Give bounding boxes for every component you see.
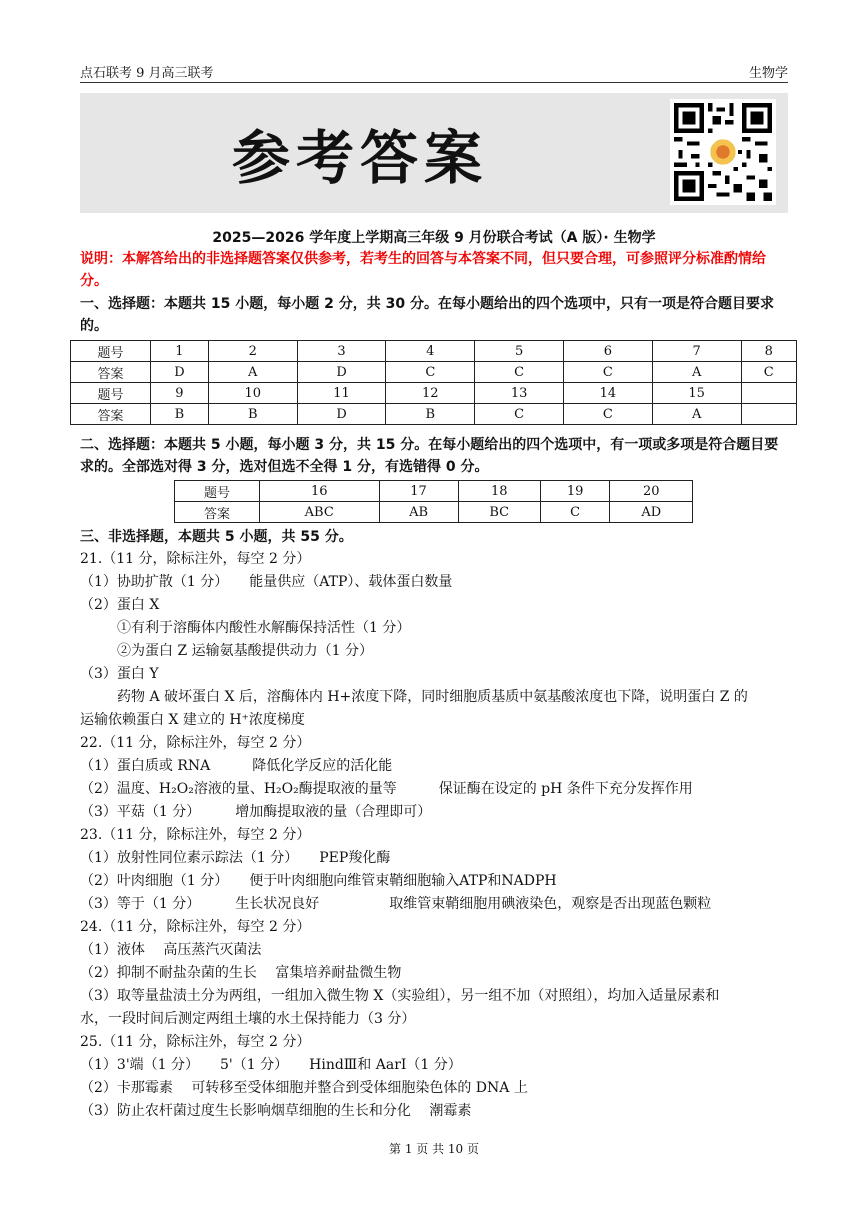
header-divider — [80, 82, 788, 83]
answer-cell: C — [741, 362, 796, 383]
question-number: 7 — [652, 341, 741, 362]
section-1-heading: 一、选择题：本题共 15 小题，每小题 2 分，共 30 分。在每小题给出的四个选项中，只有一项是符合题目要求的。 — [80, 296, 774, 334]
question-number: 18 — [458, 481, 540, 502]
question-number: 4 — [386, 341, 475, 362]
answer-cell: BC — [458, 502, 540, 523]
answer-line: 25.（11 分，除标注外，每空 2 分） — [80, 1034, 311, 1050]
answer-cell: B — [151, 404, 209, 425]
answer-line: （2）叶肉细胞（1 分） 便于叶肉细胞向维管束鞘细胞输入ATP和NADPH — [80, 873, 557, 889]
section-2-answer-table — [174, 480, 693, 523]
answer-cell: ABC — [260, 502, 380, 523]
row-label: 题号 — [71, 383, 151, 404]
question-number: 3 — [297, 341, 386, 362]
scoring-note: 说明：本解答给出的非选择题答案仅供参考，若考生的回答与本答案不同，但只要合理，可参照评分标准酌情给分。 — [80, 251, 766, 289]
table-row — [175, 502, 693, 523]
answer-line: （1）3'端（1 分） 5'（1 分） HindⅢ和 AarⅠ（1 分） — [80, 1057, 462, 1073]
page-footer: 第 1 页 共 10 页 — [389, 1142, 479, 1156]
row-label: 答案 — [71, 362, 151, 383]
question-number: 15 — [652, 383, 741, 404]
answer-line: （1）放射性同位素示踪法（1 分） PEP羧化酶 — [80, 850, 391, 866]
banner-title: 参考答案 — [231, 124, 488, 192]
answer-cell: A — [652, 404, 741, 425]
answer-cell: C — [563, 404, 652, 425]
answer-cell: AD — [610, 502, 693, 523]
answer-line: （3）平菇（1 分） 增加酶提取液的量（合理即可） — [80, 804, 432, 820]
answer-cell: C — [386, 362, 475, 383]
answer-cell — [741, 404, 796, 425]
answer-line: 23.（11 分，除标注外，每空 2 分） — [80, 827, 311, 843]
answer-line: （3）蛋白 Y — [80, 666, 159, 682]
answer-cell: C — [475, 362, 564, 383]
question-number: 14 — [563, 383, 652, 404]
table-row — [71, 362, 797, 383]
question-number: 1 — [151, 341, 209, 362]
answer-line: 药物 A 破坏蛋白 X 后，溶酶体内 H+浓度下降，同时细胞质基质中氨基酸浓度也下降，说明蛋白 Z 的 — [117, 689, 748, 705]
table-row — [71, 404, 797, 425]
question-number: 8 — [741, 341, 796, 362]
answer-cell: A — [652, 362, 741, 383]
question-number: 5 — [475, 341, 564, 362]
section-3-heading: 三、非选择题，本题共 5 小题，共 55 分。 — [80, 529, 353, 545]
answer-line: （1）液体 高压蒸汽灭菌法 — [80, 942, 262, 958]
exam-subtitle: 2025—2026 学年度上学期高三年级 9 月份联合考试（A 版）· 生物学 — [212, 230, 656, 246]
answer-line: 21.（11 分，除标注外，每空 2 分） — [80, 551, 311, 567]
question-number: 11 — [297, 383, 386, 404]
question-number: 20 — [610, 481, 693, 502]
header-left: 点石联考 9 月高三联考 — [80, 66, 214, 81]
answer-line: （3）取等量盐渍土分为两组，一组加入微生物 X（实验组），另一组不加（对照组），均加入适量尿素和 — [80, 988, 720, 1004]
answer-line: （1）协助扩散（1 分） 能量供应（ATP）、载体蛋白数量 — [80, 574, 453, 590]
answer-cell: D — [151, 362, 209, 383]
answer-line: （2）蛋白 X — [80, 597, 160, 613]
qr-code-icon — [670, 99, 776, 205]
title-banner — [80, 93, 788, 213]
question-number — [741, 383, 796, 404]
question-number: 10 — [208, 383, 297, 404]
answer-line: 24.（11 分，除标注外，每空 2 分） — [80, 919, 311, 935]
question-number: 9 — [151, 383, 209, 404]
answer-cell: D — [297, 362, 386, 383]
row-label: 题号 — [175, 481, 260, 502]
question-number: 13 — [475, 383, 564, 404]
question-number: 17 — [379, 481, 458, 502]
row-label: 题号 — [71, 341, 151, 362]
answer-line: （1）蛋白质或 RNA 降低化学反应的活化能 — [80, 758, 393, 774]
answer-line: （2）卡那霉素 可转移至受体细胞并整合到受体细胞染色体的 DNA 上 — [80, 1080, 528, 1096]
section-1-answer-table — [70, 340, 797, 425]
question-number: 6 — [563, 341, 652, 362]
table-row — [175, 481, 693, 502]
answer-cell: D — [297, 404, 386, 425]
header-right: 生物学 — [748, 66, 788, 81]
answer-line: 22.（11 分，除标注外，每空 2 分） — [80, 735, 311, 751]
answer-cell: B — [386, 404, 475, 425]
answer-line: （2）温度、H₂O₂溶液的量、H₂O₂酶提取液的量等 保证酶在设定的 pH 条件下充分发挥作用 — [80, 781, 693, 797]
question-number: 19 — [540, 481, 610, 502]
answer-line: （3）等于（1 分） 生长状况良好 取维管束鞘细胞用碘液染色，观察是否出现蓝色颗粒 — [80, 896, 712, 912]
question-number: 12 — [386, 383, 475, 404]
answer-cell: C — [563, 362, 652, 383]
answer-cell: AB — [379, 502, 458, 523]
answer-cell: C — [540, 502, 610, 523]
question-number: 2 — [208, 341, 297, 362]
answer-cell: B — [208, 404, 297, 425]
answer-line: 水，一段时间后测定两组土壤的水土保持能力（3 分） — [80, 1011, 416, 1027]
table-row — [71, 341, 797, 362]
answer-line: （3）防止农杆菌过度生长影响烟草细胞的生长和分化 潮霉素 — [80, 1103, 472, 1119]
question-number: 16 — [260, 481, 380, 502]
table-row — [71, 383, 797, 404]
answer-line: ②为蛋白 Z 运输氨基酸提供动力（1 分） — [117, 643, 373, 659]
answer-line: ①有利于溶酶体内酸性水解酶保持活性（1 分） — [117, 620, 411, 636]
row-label: 答案 — [175, 502, 260, 523]
answer-cell: A — [208, 362, 297, 383]
section-2-heading: 二、选择题：本题共 5 小题，每小题 3 分，共 15 分。在每小题给出的四个选项中，有一项或多项是符合题目要求的。全部选对得 3 分，选对但选不全得 1 分，有选错得 0 分。 — [80, 437, 779, 475]
answer-cell: C — [475, 404, 564, 425]
row-label: 答案 — [71, 404, 151, 425]
answer-line: （2）抑制不耐盐杂菌的生长 富集培养耐盐微生物 — [80, 965, 402, 981]
answer-line: 运输依赖蛋白 X 建立的 H⁺浓度梯度 — [80, 712, 305, 728]
